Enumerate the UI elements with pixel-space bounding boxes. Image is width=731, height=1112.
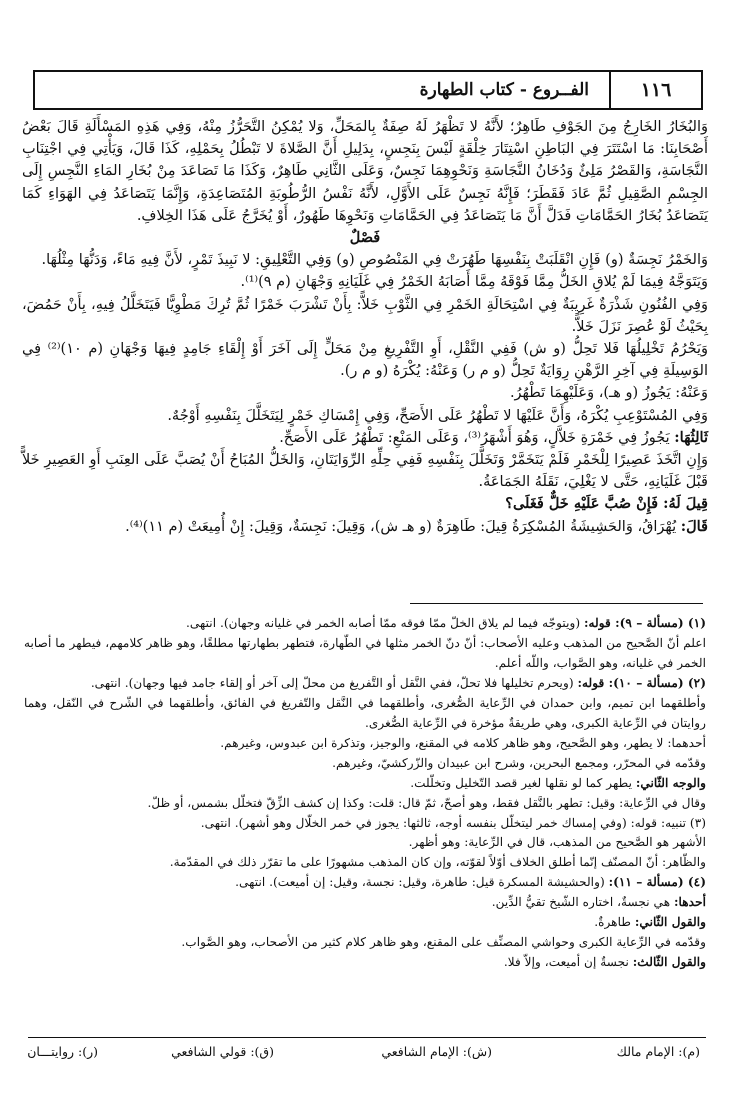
main-text [22, 116, 708, 538]
footnote-3: (٣) تنبيه: قوله: (وفي إمساك خمر ليتخلّل بنفسه أوجه، ثالثها: يجوز في خمر الخلّال وهو أشهر). انتهى. [200, 815, 706, 830]
paragraph-funun: وَفِي الفُنُونِ شَذْرَةٌ غَرِيبَةٌ فِي اسْتِحَالَةِ الخَمْرِ فِي الثَّوْبِ خَلاًّ: بِأَنْ تَشْرَبَ خَمْرًا ثُمَّ تُرِكَ مَطْوِيًّا فَيَتَخَلَّلُ فِيهِ، بِأَنْ حَمُضَ، بِحَيْثُ لَوْ عُصِرَ نَزَلَ خَلاًّ. [22, 296, 708, 335]
paragraph-wine-impure: وَالخَمْرُ نَجِسَةٌ (و) فَإِنِ انْقَلَبَتْ بِنَفْسِهَا طَهُرَتْ فِي المَنْصُوصِ (و) وَفِي التَّعْلِيقِ: لا نَبِيذَ تَمْرٍ، لأَنَّ فِيهِ مَاءً، وَدَنُّهَا مِثْلُهَا. [41, 252, 708, 269]
footnote-separator [410, 603, 703, 604]
legend-shafii-two-sayings: (ق): قولي الشافعي [171, 1044, 274, 1059]
footnote-4-lead: (٤) (مسألة – ١١): [608, 875, 706, 890]
footnote-4-preferred: وقدّمه في الرِّعاية الكبرى وحواشي المصنِّف على المقنع، وهو ظاهر كلام كثير من الأصحاب، وهو الصَّواب. [181, 935, 706, 950]
footnote-3-commentary: الأشهر هو الصَّحيح من المذهب، قال في الرِّعاية: وهو أظهر. [408, 835, 706, 850]
legend-two-narrations: (ر): روايتـــان [27, 1044, 98, 1059]
first-opinion-lead: أحدها: [674, 895, 706, 910]
second-view-text: يطهر كما لو نقلها لغير قصد التّخليل وتخلّلت. [410, 775, 636, 790]
third-view-lead: ثَالِثُهَا: [674, 428, 708, 446]
third-opinion-text: نجسةٌ إن أميعت، وإلاّ فلا. [503, 955, 633, 970]
footnote-2-lead: (٢) (مسألة – ١٠): قوله: [577, 675, 706, 690]
footnote-2-preferred: وقدّمه في المحرّر، ومجمع البحرين، وشرح ابن عبيدان والزّركشيّ، وغيرهم. [332, 755, 706, 770]
paragraph-vinegar: وَيَتَوَجَّهُ فِيمَا لَمْ يُلاقِ الخَلُّ مِمَّا فَوْقَهُ مِمَّا أَصَابَهُ الخَمْرُ فِي غَلَيَانِهِ وَجْهَانِ (م ٩)⁽¹⁾. [240, 274, 708, 291]
paragraph-question: قِيلَ لَهُ: فَإِنْ صُبَّ عَلَيْهِ خَلٌّ فَغَلَى؟ [505, 495, 708, 513]
second-view-lead: والوجه الثّاني: [635, 775, 706, 790]
footnote-4 [24, 873, 706, 893]
header-divider [609, 72, 611, 108]
second-opinion-lead: والقول الثّاني: [634, 915, 706, 930]
footnote-4-first [24, 893, 706, 913]
abbreviation-legend [28, 1037, 706, 1068]
footnote-2 [24, 674, 706, 694]
second-opinion-text: طاهرةٌ. [594, 915, 635, 930]
answer-lead: قَالَ: [680, 517, 708, 535]
paragraph-prohibition: وَيَحْرُمُ تَخْلِيلُهَا فَلا تَحِلُّ (و ش) فَفِي النَّقْلِ، أَوِ التَّفْرِيغِ مِنْ مَحَلٍّ إِلَى آخَرَ أَوْ إِلْقَاءِ جَامِدٍ فِيهَا وَجْهَانِ (م ١٠)⁽²⁾ فِي الوَسِيلَةِ فِي آخِرِ الرَّهْنِ رِوَايَةٌ تَحِلُّ (و م ر) وَعَنْهُ: يُكْرَهُ (و م ر). [22, 341, 709, 380]
page-number: ١١٦ [640, 79, 672, 101]
third-opinion-lead: والقول الثّالث: [632, 955, 706, 970]
legend-shafii: (ش): الإمام الشافعي [381, 1044, 492, 1059]
footnote-2-second-view [24, 774, 706, 794]
page-title: الفــروع - كتاب الطهارة [419, 80, 589, 100]
footnote-2-first-view: أحدهما: لا يطهر، وهو الصَّحيح، وهو ظاهر كلامه في المقنع، والوجيز، وتذكرة ابن عبدوس، وغيرهم. [220, 735, 706, 750]
section-heading: فَصْلٌ [349, 229, 381, 247]
third-view-text: يَجُوزُ فِي خَمْرَةِ خَلاَّلٍ، وَهُوَ أَشْهَرُ⁽³⁾، وَعَلَى المَنْعِ: تَطْهُرُ عَلَى الأَصَحِّ. [279, 429, 675, 446]
footnote-1-lead: (١) (مسألة – ٩): قوله: [584, 616, 706, 630]
answer-text: يُهْرَاقُ، وَالحَشِيشَةُ المُسْكِرَةُ قِيلَ: طَاهِرَةٌ (و هـ ش)، وَقِيلَ: نَجِسَةٌ، وَقِيلَ: إِنْ أُمِيعَتْ (م ١١)⁽⁴⁾. [125, 518, 681, 535]
footnote-1-commentary: اعلم أنّ الصَّحيح من المذهب وعليه الأصحاب: أنّ دنّ الخمر مثلها في الطّهارة، فتطهر بطهارتها مطلقًا، وهو ظاهر كلامهم، فيطهر ما أصابه الخمر في غليانه، وهو الصَّواب، واللّه أعلم. [24, 635, 706, 670]
footnotes [24, 614, 706, 973]
footnote-1-text: (ويتوجّه فيما لم يلاق الخلّ ممّا فوقه ممّا أصابه الخمر في غليانه وجهان). انتهى. [185, 616, 585, 630]
footnote-1 [24, 614, 706, 634]
footnote-4-third [24, 953, 706, 973]
paragraph-juice: وَإِنِ اتَّخَذَ عَصِيرًا لِلْخَمْرِ فَلَمْ يَتَخَمَّرْ وَتَخَلَّلَ بِنَفْسِهِ فَفِي حِلِّهِ الرِّوَايَتَانِ، وَالخَلُّ المُبَاحُ أَنْ يُصَبَّ عَلَى العِنَبِ أَوِ العَصِيرِ خَلاًّ قَبْلَ غَلَيَانِهِ، حَتَّى لا يَغْلِيَ، نَقَلَهُ الجَمَاعَةُ. [22, 452, 708, 491]
legend-malik: (م): الإمام مالك [616, 1044, 700, 1059]
paragraph-answer [22, 516, 708, 538]
footnote-2-text: (ويحرم تخليلها فلا تحلّ، ففي النَّقل أو التَّفريغ من محلّ إلى آخر أو إلقاء جامد فيها وجهان). انتهى. [90, 675, 578, 690]
page-header [33, 70, 703, 110]
paragraph-third-view [22, 427, 708, 449]
paragraph-permitted: وَعَنْهُ: يَجُوزُ (و هـ)، وَعَلَيْهِمَا تَطْهُرُ. [509, 385, 708, 402]
footnote-4-second [24, 913, 706, 933]
paragraph-mustawib: وَفِي المُسْتَوْعِبِ يُكْرَهُ، وَأَنَّ عَلَيْهَا لا تَطْهُرُ عَلَى الأَصَحِّ، وَفِي إِمْسَاكِ خَمْرٍ لِيَتَخَلَّلَ بِنَفْسِهِ أَوْجُهٌ. [167, 407, 708, 424]
footnote-3-remark: والظّاهر: أنّ المصنّف إنّما أطلق الخلاف أوّلاً لقوّته، وإن كان المذهب مشهورًا على ما تقرّر ذلك في المقدّمة. [169, 855, 706, 870]
paragraph-vapor: وَالبُخَارُ الخَارِجُ مِنَ الجَوْفِ طَاهِرٌ؛ لأَنَّهُ لا تَظْهَرُ لَهُ صِفَةٌ بِالمَحَلِّ، وَلا يُمْكِنُ التَّحَرُّزُ مِنْهُ، وَفِي هَذِهِ المَسْأَلَةِ قَالَ بَعْضُ أَصْحَابِنَا: مَا اسْتَتَرَ فِي البَاطِنِ اسْتِتَارَ خِلْقَةٍ لَيْسَ بِنَجِسٍ، بِدَلِيلِ أَنَّ الصَّلاةَ لا تَبْطُلُ بِحَمْلِهِ، كَذَا قَالَ، وَيَأْتِي فِي اجْتِنَابِ النَّجَاسَةِ، وَالقَصْرُ مَلِئٌ وَدُخَانُ النَّجَاسَةِ وَنَحْوِهِمَا نَجِسٌ، وَعَلَى الثَّانِي طَاهِرٌ، وَكَذَا مَا تَصَاعَدَ مِنْ بُخَارِ المَاءِ النَّجِسِ إِلَى الجِسْمِ الصَّقِيلِ ثُمَّ عَادَ فَقَطَرَ؛ فَإِنَّهُ نَجِسٌ عَلَى الأَوَّلِ، لأَنَّهُ نَفْسُ الرُّطُوبَةِ المُتَصَاعِدَةِ، وَإِنَّمَا يَتَصَاعَدُ فِي الهَوَاءِ كَمَا يَتَصَاعَدُ بُخَارُ الحَمَّامَاتِ فَدَلَّ أَنَّ مَا يَتَصَاعَدُ فِي الحَمَّامَاتِ وَنَحْوِهَا طَهُورٌ، أَوْ يُخَرَّجُ عَلَى هَذَا الخِلافِ. [22, 119, 709, 224]
footnote-4-text: (والحشيشة المسكرة قيل: طاهرة، وقيل: نجسة، وقيل: إن أميعت). انتهى. [235, 875, 609, 890]
footnote-2-commentary: وأطلقهما ابن تميم، وابن حمدان في الرِّعاية الصُّغرى، وأطلقهما في النَّقل والتّفريغ في الفائق، وأطلقهما في الشّرح في النّقل، وهما روايتان في الرِّعاية الكبرى، وهي طريقةٌ مؤخرة في الرِّعاية الصُّغرى. [24, 695, 706, 730]
first-opinion-text: هي نجسةٌ، اختاره الشّيخ تقيُّ الدِّين. [491, 895, 675, 910]
footnote-2-riaya: وقال في الرِّعاية: وقيل: تطهر بالنَّقل فقط، وهو أصحّ، ثمّ قال: قلت: وكذا إن كشف الزِّقّ فتخلّل بشمس، أو ظلّ. [147, 795, 706, 810]
